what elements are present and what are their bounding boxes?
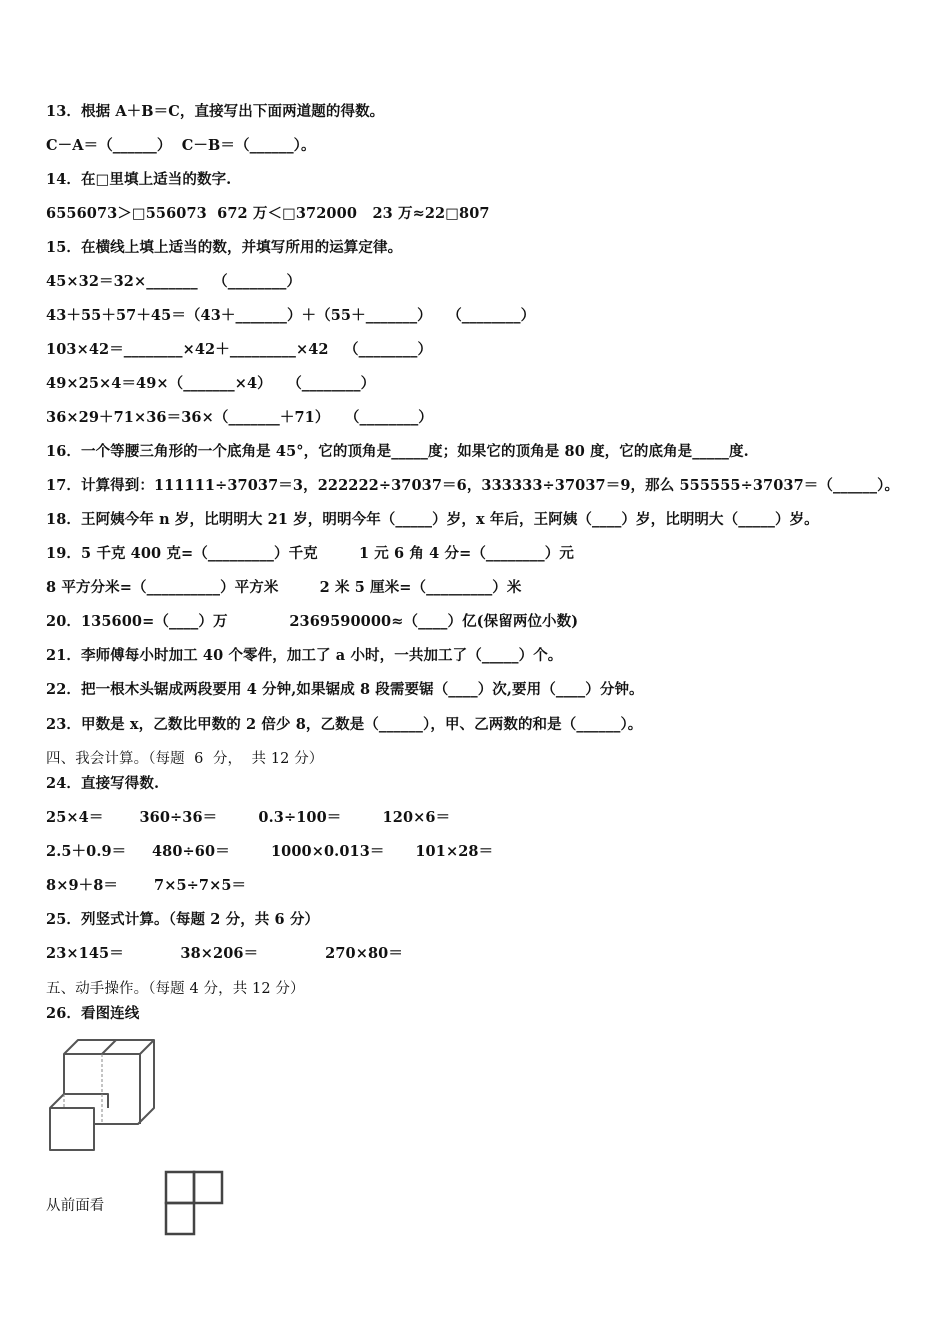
q21: 21．李师傅每小时加工 40 个零件，加工了 a 小时，一共加工了（_____）个。: [46, 647, 563, 664]
q24-row-2: 2.5＋0.9＝ 480÷60＝ 1000×0.013＝ 101×28＝: [46, 843, 494, 860]
q15-item-1: 45×32＝32×_______ （________）: [46, 273, 302, 290]
q24-title: 24．直接写得数.: [46, 775, 160, 792]
q24-row-1: 25×4＝ 360÷36＝ 0.3÷100＝ 120×6＝: [46, 809, 451, 826]
q25-title: 25．列竖式计算。（每题 2 分，共 6 分）: [46, 911, 320, 928]
q20: 20．135600=（____）万 2369590000≈（____）亿(保留两位小数): [46, 613, 579, 630]
q15-item-5: 36×29＋71×36＝36×（_______＋71） （________）: [46, 409, 433, 426]
block-3d-figure: [44, 1036, 160, 1156]
q19-line-1: 19．5 千克 400 克=（_________）千克 1 元 6 角 4 分=（________）元: [46, 545, 574, 562]
grid-cell-bottom-left: [166, 1203, 194, 1234]
q26-title: 26．看图连线: [46, 1005, 140, 1022]
section-5-heading: 五、动手操作。（每题 4 分，共 12 分）: [46, 981, 305, 997]
q15-title: 15．在横线上填上适当的数，并填写所用的运算定律。: [46, 239, 403, 256]
q25-items: 23×145＝ 38×206＝ 270×80＝: [46, 945, 403, 962]
section-4-heading: 四、我会计算。（每题 6 分， 共 12 分）: [46, 751, 324, 767]
q16: 16．一个等腰三角形的一个底角是 45°，它的顶角是_____度；如果它的顶角是 80 度，它的底角是_____度.: [46, 443, 749, 460]
q23: 23．甲数是 x，乙数比甲数的 2 倍少 8，乙数是（______），甲、乙两数的和是（______）。: [46, 716, 643, 733]
q15-item-4: 49×25×4＝49×（_______×4） （________）: [46, 375, 376, 392]
block-mid-edge: [64, 1094, 108, 1108]
q17: 17．计算得到：111111÷37037＝3，222222÷37037＝6，333333÷37037＝9，那么 555555÷37037＝（______）。: [46, 477, 900, 494]
q14-items: 6556073＞□556073 672 万＜□372000 23 万≈22□807: [46, 205, 490, 222]
q13-blanks: C－A＝（______） C－B＝（______）。: [46, 137, 316, 154]
front-view-label: 从前面看: [46, 1198, 105, 1214]
block-step-edge: [50, 1108, 94, 1124]
q22: 22．把一根木头锯成两段要用 4 分钟,如果锯成 8 段需要锯（____）次,要用（____）分钟。: [46, 681, 644, 698]
grid-cell-top-left: [166, 1172, 194, 1203]
grid-cell-top-right: [194, 1172, 222, 1203]
q24-row-3: 8×9＋8＝ 7×5÷7×5＝: [46, 877, 247, 894]
q13-title: 13．根据 A＋B＝C，直接写出下面两道题的得数。: [46, 103, 385, 120]
q14-title: 14．在□里填上适当的数字.: [46, 171, 232, 188]
q15-item-2: 43＋55＋57＋45＝（43＋_______）＋（55＋_______） （________）: [46, 307, 536, 324]
block-top-divider: [102, 1040, 116, 1054]
front-view-grid: [162, 1168, 226, 1238]
q18: 18．王阿姨今年 n 岁，比明明大 21 岁，明明今年（_____）岁，x 年后，王阿姨（____）岁，比明明大（_____）岁。: [46, 511, 819, 528]
q19-line-2: 8 平方分米=（__________）平方米 2 米 5 厘米=（_________）米: [46, 579, 522, 596]
q15-item-3: 103×42＝________×42＋_________×42 （________）: [46, 341, 433, 358]
